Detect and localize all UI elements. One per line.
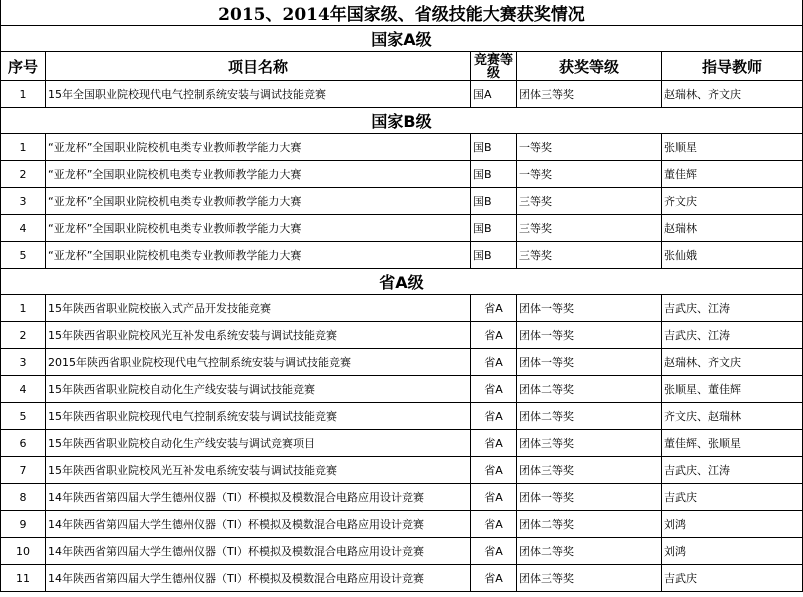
row-project: 14年陕西省第四届大学生德州仪器（TI）杯模拟及模数混合电路应用设计竞赛: [46, 484, 471, 511]
row-level: 省A: [471, 376, 517, 403]
row-no: 3: [1, 349, 46, 376]
row-advisor: 吉武庆: [662, 565, 803, 592]
row-advisor: 齐文庆、赵瑞林: [662, 403, 803, 430]
row-no: 5: [1, 403, 46, 430]
row-level: 省A: [471, 430, 517, 457]
table-row: [1, 322, 803, 349]
row-advisor: 张仙娥: [662, 242, 803, 269]
table-row: [1, 376, 803, 403]
row-project: 14年陕西省第四届大学生德州仪器（TI）杯模拟及模数混合电路应用设计竞赛: [46, 538, 471, 565]
row-award: 团体一等奖: [517, 322, 662, 349]
row-level: 国B: [471, 242, 517, 269]
row-project: 15年陕西省职业院校现代电气控制系统安装与调试技能竞赛: [46, 403, 471, 430]
row-no: 1: [1, 295, 46, 322]
row-level: 国B: [471, 215, 517, 242]
table-header-row: [1, 52, 803, 81]
row-no: 2: [1, 322, 46, 349]
row-advisor: 刘鸿: [662, 538, 803, 565]
row-award: 团体三等奖: [517, 457, 662, 484]
table-row: [1, 134, 803, 161]
row-advisor: 吉武庆: [662, 484, 803, 511]
table-row: [1, 565, 803, 592]
row-level: 国B: [471, 188, 517, 215]
page-title: 2015、2014年国家级、省级技能大赛获奖情况: [1, 0, 803, 26]
table-row: [1, 349, 803, 376]
row-award: 团体三等奖: [517, 430, 662, 457]
row-level: 省A: [471, 484, 517, 511]
row-no: 2: [1, 161, 46, 188]
row-award: 团体一等奖: [517, 484, 662, 511]
row-project: 15年全国职业院校现代电气控制系统安装与调试技能竞赛: [46, 81, 471, 108]
row-award: 团体二等奖: [517, 511, 662, 538]
row-no: 9: [1, 511, 46, 538]
row-advisor: 赵瑞林、齐文庆: [662, 349, 803, 376]
row-no: 10: [1, 538, 46, 565]
row-level: 国A: [471, 81, 517, 108]
table-row: [1, 457, 803, 484]
row-advisor: 赵瑞林: [662, 215, 803, 242]
row-level: 省A: [471, 295, 517, 322]
row-advisor: 董佳辉: [662, 161, 803, 188]
row-level: 省A: [471, 403, 517, 430]
row-award: 一等奖: [517, 134, 662, 161]
header-no: 序号: [1, 52, 46, 81]
row-level: 省A: [471, 538, 517, 565]
row-no: 4: [1, 215, 46, 242]
row-award: 团体二等奖: [517, 538, 662, 565]
row-award: 团体二等奖: [517, 376, 662, 403]
row-project: 14年陕西省第四届大学生德州仪器（TI）杯模拟及模数混合电路应用设计竞赛: [46, 565, 471, 592]
table-row: [1, 161, 803, 188]
row-advisor: 吉武庆、江涛: [662, 295, 803, 322]
row-project: 15年陕西省职业院校嵌入式产品开发技能竞赛: [46, 295, 471, 322]
section-heading-row: [1, 108, 803, 134]
row-award: 三等奖: [517, 242, 662, 269]
header-competition-level: 竞赛等级: [471, 52, 517, 81]
row-award: 团体三等奖: [517, 565, 662, 592]
row-project: “亚龙杯”全国职业院校机电类专业教师教学能力大赛: [46, 161, 471, 188]
row-award: 团体三等奖: [517, 81, 662, 108]
row-project: “亚龙杯”全国职业院校机电类专业教师教学能力大赛: [46, 134, 471, 161]
row-advisor: 齐文庆: [662, 188, 803, 215]
row-level: 省A: [471, 322, 517, 349]
row-no: 11: [1, 565, 46, 592]
section-title: 国家B级: [1, 108, 803, 134]
row-no: 6: [1, 430, 46, 457]
row-project: 15年陕西省职业院校自动化生产线安装与调试技能竞赛: [46, 376, 471, 403]
row-no: 7: [1, 457, 46, 484]
row-advisor: 张顺星、董佳辉: [662, 376, 803, 403]
table-row: [1, 403, 803, 430]
row-advisor: 吉武庆、江涛: [662, 457, 803, 484]
row-project: 2015年陕西省职业院校现代电气控制系统安装与调试技能竞赛: [46, 349, 471, 376]
row-level: 省A: [471, 511, 517, 538]
row-no: 4: [1, 376, 46, 403]
table-row: [1, 295, 803, 322]
row-no: 8: [1, 484, 46, 511]
section-title: 国家A级: [1, 26, 803, 52]
header-award: 获奖等级: [517, 52, 662, 81]
section-heading-row: [1, 26, 803, 52]
row-advisor: 赵瑞林、齐文庆: [662, 81, 803, 108]
row-project: 15年陕西省职业院校风光互补发电系统安装与调试技能竞赛: [46, 457, 471, 484]
table-row: [1, 430, 803, 457]
row-no: 1: [1, 81, 46, 108]
row-project: “亚龙杯”全国职业院校机电类专业教师教学能力大赛: [46, 242, 471, 269]
row-award: 团体二等奖: [517, 403, 662, 430]
row-no: 3: [1, 188, 46, 215]
row-project: 15年陕西省职业院校自动化生产线安装与调试竞赛项目: [46, 430, 471, 457]
row-advisor: 刘鸿: [662, 511, 803, 538]
row-award: 一等奖: [517, 161, 662, 188]
table-row: [1, 242, 803, 269]
row-level: 省A: [471, 457, 517, 484]
row-level: 省A: [471, 565, 517, 592]
header-advisor: 指导教师: [662, 52, 803, 81]
row-award: 团体一等奖: [517, 295, 662, 322]
row-no: 1: [1, 134, 46, 161]
table-row: [1, 215, 803, 242]
row-project: “亚龙杯”全国职业院校机电类专业教师教学能力大赛: [46, 215, 471, 242]
header-project: 项目名称: [46, 52, 471, 81]
table-row: [1, 538, 803, 565]
row-project: 15年陕西省职业院校风光互补发电系统安装与调试技能竞赛: [46, 322, 471, 349]
row-award: 团体一等奖: [517, 349, 662, 376]
row-project: “亚龙杯”全国职业院校机电类专业教师教学能力大赛: [46, 188, 471, 215]
table-row: [1, 511, 803, 538]
row-advisor: 董佳辉、张顺星: [662, 430, 803, 457]
row-advisor: 吉武庆、江涛: [662, 322, 803, 349]
row-level: 国B: [471, 161, 517, 188]
row-award: 三等奖: [517, 215, 662, 242]
row-advisor: 张顺星: [662, 134, 803, 161]
section-title: 省A级: [1, 269, 803, 295]
row-no: 5: [1, 242, 46, 269]
row-award: 三等奖: [517, 188, 662, 215]
table-row: [1, 484, 803, 511]
row-level: 省A: [471, 349, 517, 376]
table-row: [1, 188, 803, 215]
row-project: 14年陕西省第四届大学生德州仪器（TI）杯模拟及模数混合电路应用设计竞赛: [46, 511, 471, 538]
row-level: 国B: [471, 134, 517, 161]
table-row: [1, 81, 803, 108]
section-heading-row: [1, 269, 803, 295]
